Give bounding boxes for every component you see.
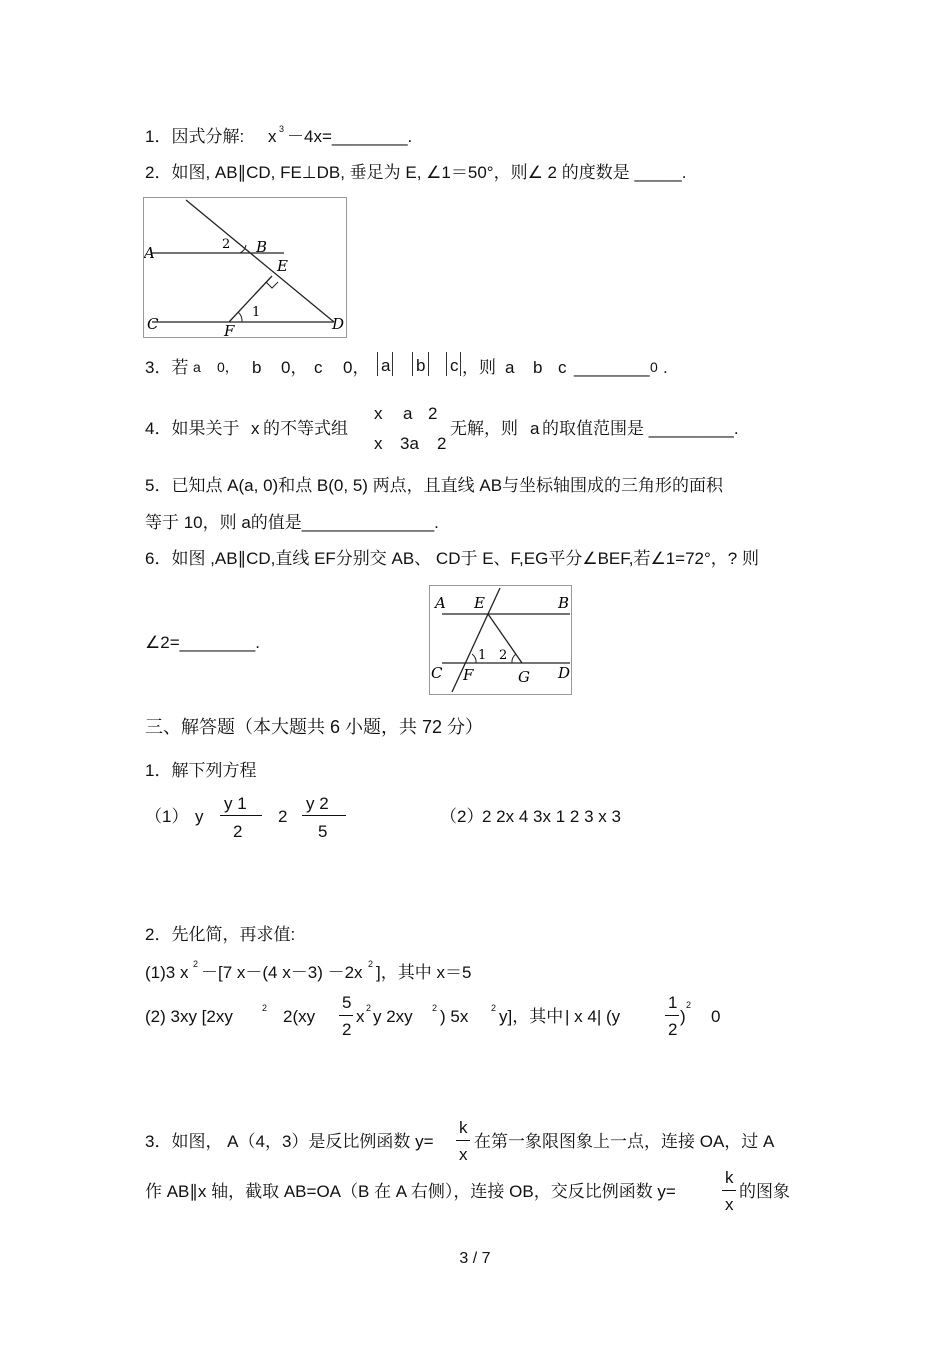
q6-line1: 6．如图 ,AB∥CD,直线 EF分别交 AB、 CD于 E、F,EG平分∠BEF,若∠1=72°，? 则 (145, 549, 759, 568)
q4-row1-2: 2 (428, 404, 438, 423)
s3q1-p2-label: （2） (440, 807, 484, 826)
abs-bar-b-right (428, 352, 429, 376)
s3q2-p2-h: ) (680, 1007, 686, 1026)
q3-then: ，则 (462, 358, 496, 377)
s3q2-p2-frac2-bar (665, 1015, 679, 1016)
s3q2-p2-frac2-den: 2 (668, 1020, 678, 1039)
q4-row2-3a: 3a (400, 434, 419, 453)
q6-line2: ∠2=________. (145, 633, 260, 652)
s3q2-p2-b: 2(xy (283, 1007, 316, 1026)
q6-figure (429, 585, 572, 695)
s3q3-x2: x (725, 1195, 734, 1214)
q3-c: c (314, 358, 323, 377)
s3q2-p2-c: x (356, 1007, 365, 1026)
s3q2-p2-frac-bar (339, 1015, 353, 1016)
fig2-label-a: A (144, 244, 155, 262)
page-number: 3 / 7 (459, 1250, 491, 1267)
section3-title: 三、解答题（本大题共 6 小题，共 72 分） (145, 717, 484, 737)
fig6-label-f: F (463, 666, 474, 684)
q3-zero: 0 (650, 359, 658, 375)
q3-blank: ________ (574, 358, 650, 377)
s3q2-p2-f: y]，其中 (499, 1007, 564, 1026)
s3q1-p1-label: （1） (145, 807, 189, 826)
q4-row2-2: 2 (437, 434, 447, 453)
q3-abs-b: b (416, 356, 426, 375)
q4-x: x (251, 419, 260, 438)
q3-b: b (252, 358, 262, 377)
s3q3-k2: k (725, 1168, 734, 1187)
s3q2-p2-g: | x 4| (y (565, 1007, 621, 1026)
s3q2-p1-sup2: 2 (368, 959, 374, 969)
s3q1-p2-expr: 2 2x 4 3x 1 2 3 x 3 (482, 807, 621, 826)
q5-line2: 等于 10，则 a的值是______________. (145, 513, 439, 532)
fig6-label-b: B (558, 594, 570, 612)
fig6-angle2: 2 (499, 648, 508, 663)
fig2-label-b: B (256, 238, 268, 256)
q3-abs-a: a (381, 356, 391, 375)
abs-bar-b-left (412, 352, 413, 376)
s3q2-p2-sup1: 2 (262, 1003, 268, 1013)
s3q2-p1-sup1: 2 (193, 959, 199, 969)
angle1-arc (472, 654, 476, 663)
s3q2-title: 2．先化简，再求值: (145, 925, 296, 944)
q4-row1-a: a (403, 404, 413, 423)
q1-expr-sup: 3 (279, 124, 285, 134)
s3q3-x1: x (459, 1145, 468, 1164)
q3-a-val: 0， (217, 359, 239, 375)
q6-figure-svg (430, 586, 571, 694)
line-fe (229, 276, 272, 322)
s3q2-p2-frac-den: 2 (342, 1020, 352, 1039)
abs-bar-c-left (446, 352, 447, 376)
q4-a: a (530, 419, 540, 438)
q3-abs-c: c (450, 356, 459, 375)
s3q2-p2-i: 0 (711, 1007, 721, 1026)
s3q2-p2-sup2: 2 (366, 1003, 372, 1013)
q3-c-val: 0， (343, 358, 370, 377)
q2-figure (143, 197, 347, 338)
s3q1-p1-num2: y 2 (306, 794, 329, 813)
abs-bar-a-left (377, 352, 378, 376)
q2-figure-svg (144, 198, 346, 337)
fig2-label-c: C (147, 315, 159, 333)
q1-expr-x: x (268, 127, 277, 146)
q4-lead: 4．如果关于 (145, 419, 240, 438)
s3q3-line1-b: 在第一象限图象上一点，连接 OA，过 A (474, 1132, 775, 1151)
s3q1-p1-mid: 2 (278, 807, 288, 826)
s3q1-p1-den2: 5 (318, 822, 328, 841)
angle2-arc (512, 654, 516, 663)
fig6-label-a: A (435, 594, 446, 612)
q4-row2-x: x (374, 434, 383, 453)
q2-text: 2．如图, AB∥CD, FE⊥DB, 垂足为 E, ∠1＝50°，则∠ 2 的度数是 _____. (145, 163, 687, 182)
s3q1-p1-frac1-bar (220, 815, 262, 816)
fig2-angle2: 2 (222, 237, 231, 252)
fig6-label-e: E (474, 594, 485, 612)
fig2-angle1: 1 (252, 305, 261, 320)
line-db (186, 200, 334, 322)
abs-bar-a-right (392, 352, 393, 376)
s3q1-p1-num1: y 1 (224, 794, 247, 813)
fig6-label-g: G (518, 668, 530, 686)
s3q3-frac2-bar (722, 1190, 736, 1191)
angle1-arc (238, 312, 242, 322)
fig2-label-e: E (277, 257, 288, 275)
s3q1-title: 1．解下列方程 (145, 761, 257, 780)
fig2-label-f: F (224, 322, 235, 337)
q3-a2: a (505, 358, 515, 377)
q3-period: . (663, 358, 668, 377)
s3q2-p2-e: ) 5x (440, 1007, 469, 1026)
s3q2-p2-sup3: 2 (432, 1003, 438, 1013)
s3q3-line2-a: 作 AB∥x 轴，截取 AB=OA（B 在 A 右侧），连接 OB，交反比例函数 y= (145, 1182, 676, 1201)
q5-line1: 5．已知点 A(a, 0)和点 B(0, 5) 两点，且直线 AB与坐标轴围成的三角形的面积 (145, 476, 724, 495)
s3q2-p2-d: y 2xy (373, 1007, 413, 1026)
s3q2-p1-a: (1)3 x (145, 963, 189, 982)
fig6-angle1: 1 (478, 648, 487, 663)
fig2-label-d: D (332, 315, 345, 333)
right-angle-mark (266, 282, 278, 288)
s3q2-p1-b: －[7 x－(4 x－3) －2x (201, 963, 363, 982)
s3q3-k1: k (459, 1118, 468, 1137)
s3q2-p2-sup4: 2 (491, 1003, 497, 1013)
abs-bar-c-right (460, 352, 461, 376)
q4-no-solution: 无解，则 (450, 419, 518, 438)
q3-a: a (193, 359, 201, 375)
q3-c2: c (558, 358, 567, 377)
s3q1-p1-frac2-bar (302, 815, 346, 816)
s3q2-p2-frac-num: 5 (342, 993, 352, 1012)
s3q3-frac1-bar (456, 1140, 470, 1141)
s3q2-p1-c: ]，其中 x＝5 (376, 963, 472, 982)
q1-text: 1．因式分解: (145, 127, 245, 146)
q1-expr-rest: －4x=________. (287, 127, 413, 146)
s3q2-p2-sup5: 2 (686, 1000, 692, 1010)
s3q1-p1-y: y (195, 807, 204, 826)
s3q3-line1-a: 3．如图， A（4，3）是反比例函数 y= (145, 1132, 434, 1151)
s3q2-p2-frac2-num: 1 (668, 993, 678, 1012)
q4-row1-x: x (374, 404, 383, 423)
q4-system-label: 的不等式组 (263, 419, 348, 438)
fig6-label-d: D (558, 664, 571, 682)
q3-lead: 3．若 (145, 358, 189, 377)
q3-b2: b (533, 358, 543, 377)
s3q3-line2-b: 的图象 (739, 1182, 790, 1201)
fig6-label-c: C (431, 664, 443, 682)
q4-range: 的取值范围是 _________. (542, 419, 739, 438)
q3-b-val: 0， (281, 358, 308, 377)
s3q1-p1-den1: 2 (233, 822, 243, 841)
s3q2-p2-a: (2) 3xy [2xy (145, 1007, 233, 1026)
